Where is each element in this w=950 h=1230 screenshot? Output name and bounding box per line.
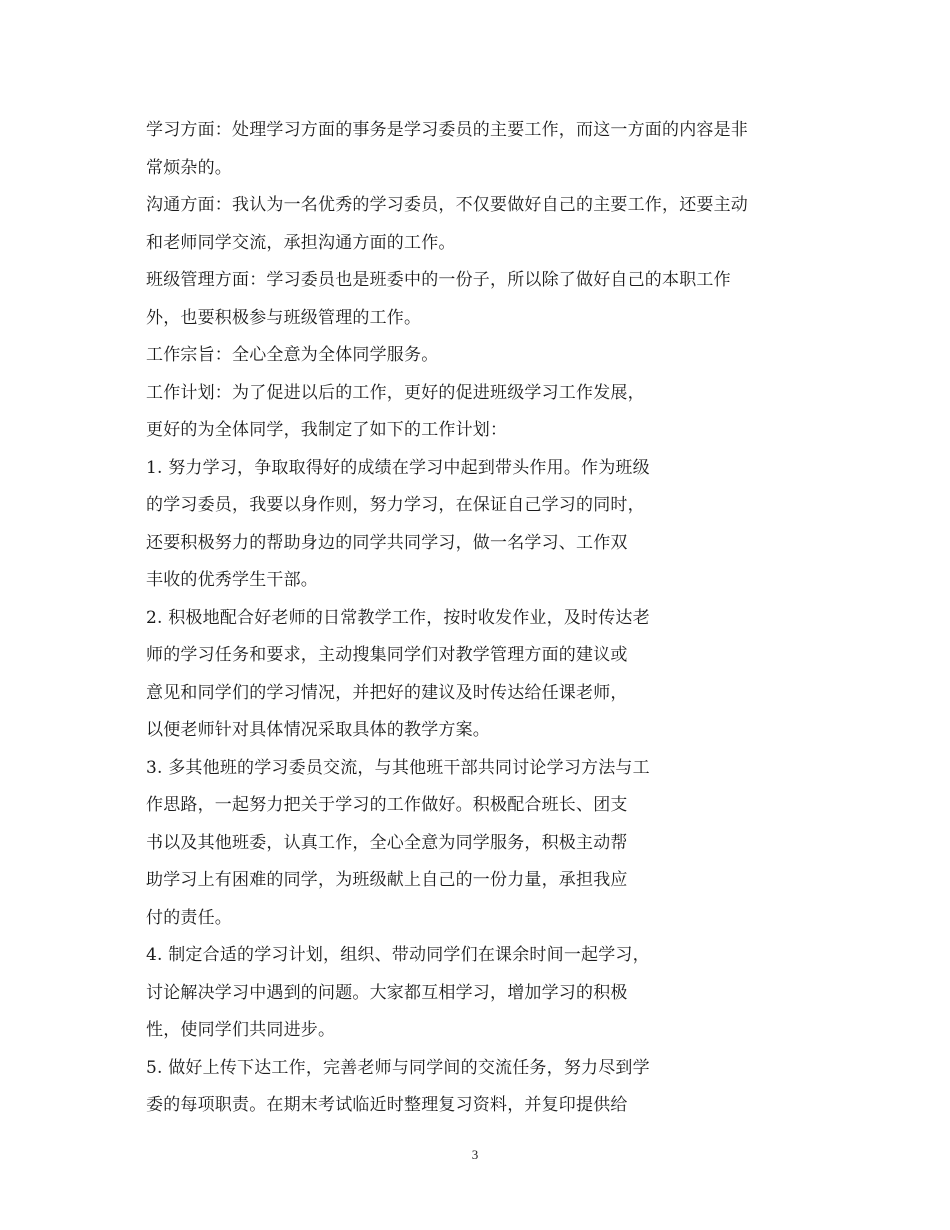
text-line: 4. 制定合适的学习计划，组织、带动同学们在课余时间一起学习， — [146, 945, 650, 965]
text-line: 工作计划：为了促进以后的工作，更好的促进班级学习工作发展， — [146, 382, 645, 403]
page-number: 3 — [471, 1147, 479, 1162]
text-line: 还要积极努力的帮助身边的同学共同学习，做一名学习、工作双 — [146, 532, 628, 553]
text-line: 5. 做好上传下达工作，完善老师与同学间的交流任务，努力尽到学 — [146, 1057, 650, 1078]
text-line: 班级管理方面：学习委员也是班委中的一份子，所以除了做好自己的本职工作 — [146, 270, 731, 290]
text-line: 工作宗旨：全心全意为全体同学服务。 — [146, 345, 439, 365]
text-line: 以便老师针对具体情况采取具体的教学方案。 — [146, 720, 490, 740]
text-line: 讨论解决学习中遇到的问题。大家都互相学习，增加学习的积极 — [146, 982, 628, 1003]
text-line: 师的学习任务和要求，主动搜集同学们对教学管理方面的建议或 — [146, 645, 628, 665]
text-line: 2. 积极地配合好老师的日常教学工作，按时收发作业，及时传达老 — [146, 607, 650, 628]
text-line: 付的责任。 — [146, 907, 232, 928]
text-line: 的学习委员，我要以身作则，努力学习，在保证自己学习的同时， — [146, 495, 645, 515]
text-line: 学习方面：处理学习方面的事务是学习委员的主要工作，而这一方面的内容是非 — [146, 120, 748, 140]
body-text — [146, 112, 826, 1125]
text-line: 常烦杂的。 — [146, 157, 232, 178]
text-line: 沟通方面：我认为一名优秀的学习委员，不仅要做好自己的主要工作，还要主动 — [146, 195, 748, 215]
text-line: 作思路，一起努力把关于学习的工作做好。积极配合班长、团支 — [146, 795, 628, 815]
text-line: 书以及其他班委，认真工作，全心全意为同学服务，积极主动帮 — [146, 832, 628, 853]
text-line: 委的每项职责。在期末考试临近时整理复习资料，并复印提供给 — [146, 1095, 628, 1115]
text-line: 助学习上有困难的同学，为班级献上自己的一份力量，承担我应 — [146, 870, 628, 890]
text-line: 丰收的优秀学生干部。 — [146, 570, 318, 590]
text-line: 1. 努力学习，争取取得好的成绩在学习中起到带头作用。作为班级 — [146, 457, 650, 478]
text-line: 意见和同学们的学习情况，并把好的建议及时传达给任课老师， — [146, 682, 628, 703]
text-line: 3. 多其他班的学习委员交流，与其他班干部共同讨论学习方法与工 — [146, 757, 650, 778]
text-line: 性，使同学们共同进步。 — [146, 1020, 336, 1040]
text-line: 更好的为全体同学，我制定了如下的工作计划： — [146, 420, 508, 440]
text-line: 外，也要积极参与班级管理的工作。 — [146, 307, 422, 328]
text-line: 和老师同学交流，承担沟通方面的工作。 — [146, 232, 456, 253]
